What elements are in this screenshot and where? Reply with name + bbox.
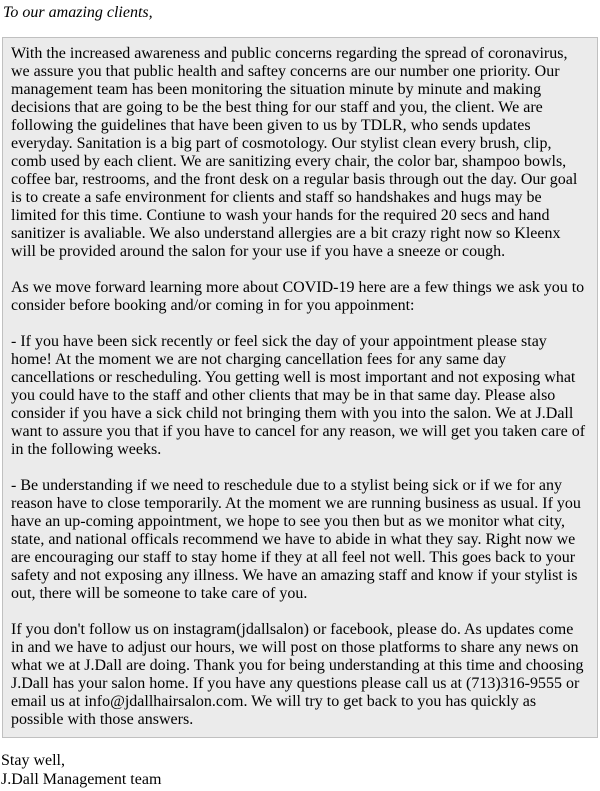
paragraph-sick-policy: - If you have been sick recently or feel sick the day of your appointment please stay home! At the moment we are not charging cancellation fees for any same day cancellations or rescheduling. You getting well is most important and not exposing what you could have to the staff and other clients that may be in that same day. Please also consider if you have a sick child not bringing them with you into the salon. We at J.Dall want to assure you that if you have to cancel for any reason, we will get you taken care of in the following weeks. xyxy=(11,333,586,458)
closing-signature xyxy=(1,751,600,789)
letter-box xyxy=(2,37,598,738)
salutation: To our amazing clients, xyxy=(3,4,153,21)
paragraph-sanitation-policy: With the increased awareness and public concerns regarding the spread of coronavirus, we assure you that public health and saftey concerns are our number one priority. Our management team has been monitoring the situation minute by minute and making decisions that are going to be the best thing for our staff and you, the client. We are following the guidelines that have been given to us by TDLR, who sends updates everyday. Sanitation is a big part of cosmotology. Our stylist clean every brush, clip, comb used by each client. We are sanitizing every chair, the color bar, shampoo bowls, coffee bar, restrooms, and the front desk on a regular basis through out the day. Our goal is to create a safe environment for clients and staff so handshakes and hugs may be limited for this time. Contiune to wash your hands for the required 20 secs and hand sanitizer is avaliable. We also understand allergies are a bit crazy right now so Kleenx will be provided around the salon for your use if you have a sneeze or cough. xyxy=(11,45,578,260)
closing-line: Stay well, xyxy=(1,752,65,769)
letter-page xyxy=(0,3,600,789)
paragraph-covid-intro: As we move forward learning more about COVID-19 here are a few things we ask you to consider before booking and/or coming in for you appoinment: xyxy=(11,279,585,314)
signature-line: J.Dall Management team xyxy=(1,771,162,788)
paragraph-reschedule-policy: - Be understanding if we need to reschedule due to a stylist being sick or if we for any reason have to close temporarily. At the moment we are running business as usual. If you have an up-coming appointment, we hope to see you then but as we monitor what city, state, and national officals recommend we have to abide in what they say. Right now we are encouraging our staff to stay home if they at all feel not well. This goes back to your safety and not exposing any illness. We have an amazing staff and know if your stylist is out, there will be someone to take care of you. xyxy=(11,477,581,602)
paragraph-social-contact: If you don't follow us on instagram(jdallsalon) or facebook, please do. As updates come in and we have to adjust our hours, we will post on those platforms to share any news on what we at J.Dall are doing. Thank you for being understanding at this time and choosing J.Dall has your salon home. If you have any questions please call us at (713)316-9555 or email us at info@jdallhairsalon.com. We will try to get back to you has quickly as possible with those answers. xyxy=(11,621,584,728)
